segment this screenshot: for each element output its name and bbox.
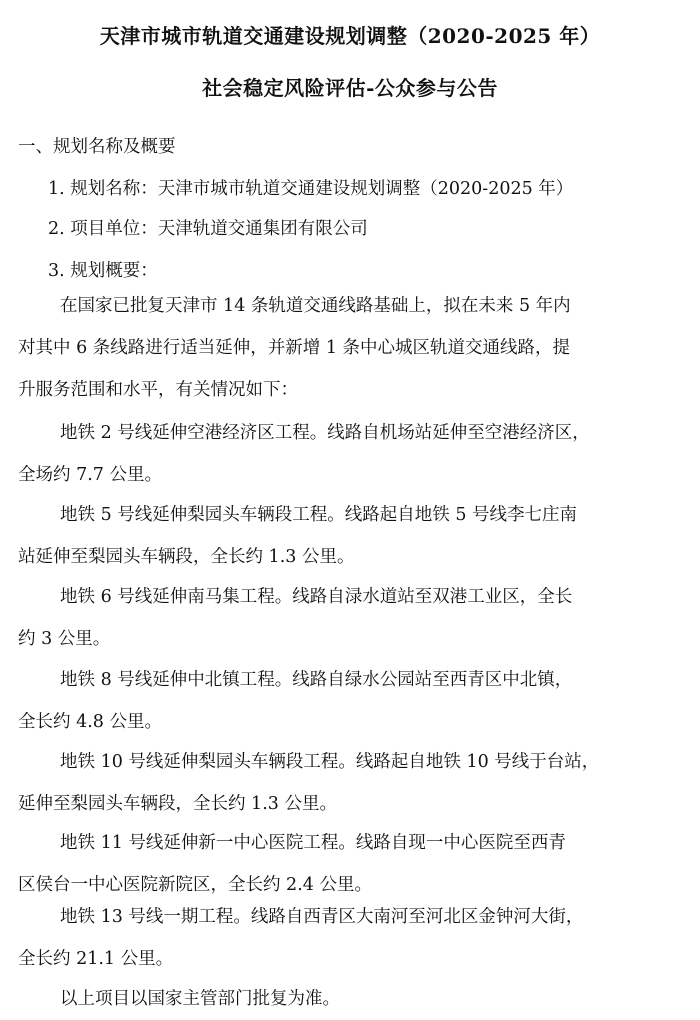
project-line-1: 地铁 6 号线延伸南马集工程。线路自渌水道站至双港工业区，全长 <box>60 587 573 607</box>
item-plan-name: 1. 规划名称：天津市城市轨道交通建设规划调整（2020-2025 年） <box>48 179 574 199</box>
intro-line-1: 在国家已批复天津市 14 条轨道交通线路基础上，拟在未来 5 年内 <box>60 296 571 316</box>
intro-paragraph <box>18 285 686 411</box>
project-line-2: 全场约 7.7 公里。 <box>18 465 162 485</box>
project-line-1: 地铁 11 号线延伸新一中心医院工程。线路自现一中心医院至西青 <box>60 833 566 853</box>
project-paragraph-line5 <box>18 494 686 578</box>
project-paragraph-line8 <box>18 659 686 743</box>
document-title: 天津市城市轨道交通建设规划调整（2020-2025 年） <box>99 24 601 48</box>
project-line-1: 地铁 13 号线一期工程。线路自西青区大南河至河北区金钟河大街， <box>60 907 584 927</box>
project-paragraph-line13 <box>18 896 686 980</box>
intro-line-2: 对其中 6 条线路进行适当延伸，并新增 1 条中心城区轨道交通线路，提 <box>18 338 571 358</box>
item-project-unit: 2. 项目单位：天津轨道交通集团有限公司 <box>48 219 368 239</box>
closing-paragraph <box>18 978 686 1020</box>
project-paragraph-line10 <box>18 741 686 825</box>
project-line-1: 地铁 5 号线延伸梨园头车辆段工程。线路起自地铁 5 号线李七庄南 <box>60 505 578 525</box>
project-line-2: 全长约 4.8 公里。 <box>18 712 162 732</box>
document-subtitle: 社会稳定风险评估-公众参与公告 <box>202 76 498 100</box>
item-plan-summary: 3. 规划概要： <box>48 261 158 281</box>
project-line-2: 约 3 公里。 <box>18 629 111 649</box>
project-paragraph-line11 <box>18 822 686 906</box>
intro-line-3: 升服务范围和水平，有关情况如下： <box>18 380 298 400</box>
project-line-2: 延伸至梨园头车辆段，全长约 1.3 公里。 <box>18 794 337 814</box>
project-line-1: 地铁 10 号线延伸梨园头车辆段工程。线路起自地铁 10 号线于台站， <box>60 752 600 772</box>
project-line-1: 地铁 2 号线延伸空港经济区工程。线路自机场站延伸至空港经济区， <box>60 423 590 443</box>
project-paragraph-line2 <box>18 412 686 496</box>
project-line-2: 站延伸至梨园头车辆段，全长约 1.3 公里。 <box>18 547 355 567</box>
project-line-2: 区侯台一中心医院新院区，全长约 2.4 公里。 <box>18 875 372 895</box>
closing-line: 以上项目以国家主管部门批复为准。 <box>60 989 340 1009</box>
project-paragraph-line6 <box>18 576 686 660</box>
project-line-1: 地铁 8 号线延伸中北镇工程。线路自绿水公园站至西青区中北镇， <box>60 670 573 690</box>
project-line-2: 全长约 21.1 公里。 <box>18 949 174 969</box>
section-heading: 一、规划名称及概要 <box>18 137 176 157</box>
